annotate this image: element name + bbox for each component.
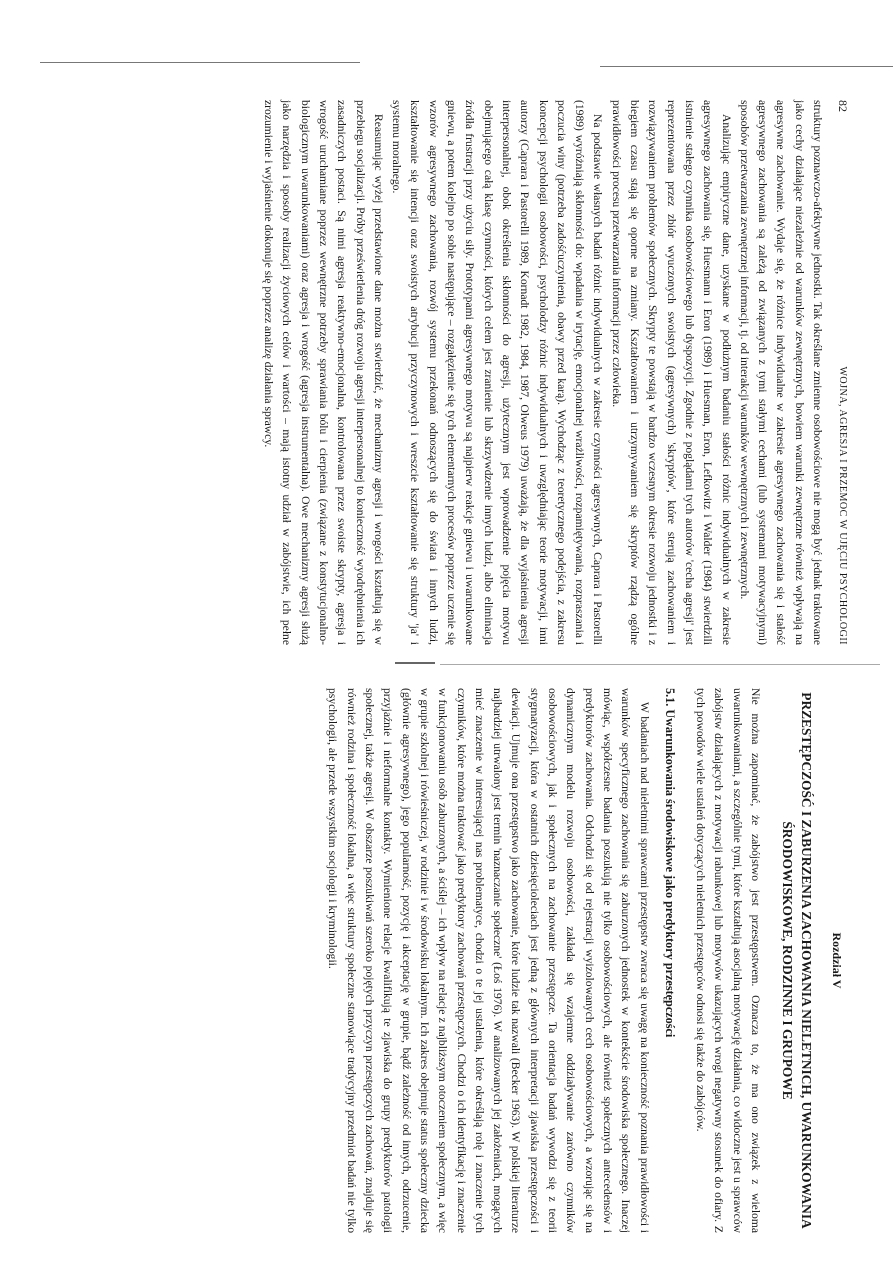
chapter-title: PRZESTĘPCZOŚĆ I ZABURZENIA ZACHOWANIA NIELETNICH, UWARUNKOWANIA ŚRODOWISKOWE, RODZINNE I GRUPOWE [780, 692, 814, 1229]
paragraph: W badaniach nad nieletnimi sprawcami przestępstw zwraca się uwagę na konieczność poznania prawidłowości i warunków specyficznego zachowania się zaburzonych jednostek w kontekście środowiska społecznego. Inaczej mówiąc, współczesne badania poszukują nie tylko osobowościowych, ale również społecznych antecedensów i predyktorów zachowania. Odchodzi się od rejestracji wyizolowanych cech osobowościowych, a wzorując się na dynamicznym modelu rozwoju osobowości, zakłada się wzajemne oddziaływanie zarówno czynników osobowościowych, jak i społecznych na zachowanie przestępcze. Ta orientacja badań wywodzi się z teorii stygmatyzacji, która w ostatnich dziesięcioleciach jest jedną z głównych interpretacji zjawiska przestępczości i dewiacji. Ujmuje ona przestępstwo jako zachowanie, które ludzie tak nazwali (Becker 1963). W polskiej literaturze najbardziej utrwalony jest termin 'naznaczanie społeczne' (Łoś 1976). W analizowanych jej założeniach, mogących mieć znaczenie w interesującej nas problematyce, chodzi o te jej ustalenia, które określają rolę i znaczenie tych czynników, które można traktować jako predyktory zachowań przestępczych. Chodzi o ich identyfikację i znaczenie w funkcjonowaniu osób zaburzonych, a ściślej – ich wpływ na relacje z najbliższym otoczeniem społecznym, a więc w grupie szkolnej i rówieśniczej, w rodzinie i w środowisku lokalnym. Ich zakres obejmuje status społeczny dziecka (głównie agresywnego), jego popularność, pozycję i akceptację w grupie, bądź zależność od innych, odrzucenie, przyjaźnie i nieformalne kontakty. Wymienione relacje kwalifikują te zjawiska do grupy predyktorów patologii społecznej, także agresji. W obszarze poszukiwań szeroko pojętych przyczyn przestępczych zachowań, znajduje się również rodzina i społeczność lokalna, a więc struktury społeczne stanowiące tradycyjny przedmiot badań nie tylko psychologii, ale przede wszystkim socjologii i kryminologii. [326, 688, 651, 1233]
left-page [57, 100, 852, 645]
binding-mark [395, 662, 435, 664]
section-title: 5.1. Uwarunkowania środowiskowe jako predyktory przestępczości [662, 688, 677, 1038]
left-page-header [826, 100, 852, 645]
intro-paragraph: Nie można zapominać, że zabójstwo jest przestępstwem. Oznacza to, że ma ono związek z wieloma uwarunkowaniami, a szczególnie tymi, które kształtują asocjalną motywację działania, co widoczne jest u sprawców zabójstw działających z motywacji rabunkowej lub motywów ukazujących wrogi negatywny stosunek do ofiary. Z tych powodów wiele ustaleń dotyczących nieletnich przestępców odnosi się także do zabójców. [694, 688, 762, 1233]
scan-edge-top-left [40, 62, 360, 63]
chapter-label: Rozdział V [830, 932, 844, 989]
paragraph: Analizując empiryczne dane, uzyskane w podłużnym badaniu stałości różnic indywidualnych w zakresie agresywnego zachowania się, Huesmann i Eron (1989) i Huesman, Eron, Lefkowitz i Walder (1984) stwierdzili istnienie stałego czynnika osobowościowego lub dyspozycji. Zgodnie z poglądami tych autorów 'cecha agresji' jest reprezentowana przez zbiór wyuczonych swoistych (agresywnych) 'skryptów', które sterują zachowaniem i rozwiązywaniem problemów społecznych. Skrypty te powstają w bardzo wczesnym okresie rozwoju jednostki i z biegiem czasu stają się oporne na zmiany. Kształtowaniem i utrzymywaniem się skryptów rządzą ogólne prawidłowości procesu przetwarzania informacji przez człowieka. [609, 100, 733, 645]
right-page [62, 688, 852, 1233]
running-head: WOJNA, AGRESJA I PRZEMOC W UJĘCIU PSYCHOLOGII [837, 366, 848, 645]
right-page-body [323, 688, 764, 1233]
left-page-body [259, 100, 826, 645]
paragraph: struktury poznawczo-afektywne jednostki. Tak określane zmienne osobowościowe nie mogą być jednak traktowane jako cechy działające niezależnie od warunków zewnętrznych, bowiem warunki zewnętrzne również wpływają na agresywne zachowanie. Wydaje się, że różnice indywidualne w zakresie agresywnego zachowania się i stałość agresywnego zachowania są zależą od związanych z tymi stałymi cechami (lub systemami motywacyjnymi) sposobów przetwarzania zewnętrznej informacji, tj. od interakcji warunków wewnętrznych i zewnętrznych. [737, 100, 824, 645]
scan-edge-top-right [600, 66, 893, 67]
paragraph: Reasumując wyżej przedstawione dane można stwierdzić, że mechanizmy agresji i wrogości kształtują się w przebiegu socjalizacji. Próby prześwietlenia dróg rozwoju agresji interpersonalnej to konieczność wyodrębnienia ich zasadniczych postaci. Są nimi agresja reaktywno-emocjonalna, kontrolowana przez swoiste skrypty, agresja i wrogość uruchamiane poprzez wewnętrzne potrzeby sprawiania bólu i cierpienia (związane z konstytucjonalno-biologicznym uwarunkowaniami) oraz agresja i wrogość (agresja instrumentalna). Owe mechanizmy agresji służą jako narzędzia i sposoby realizacji życiowych celów i wartości – mają istotny udział w zabójstwie, ich pełne zrozumienie i wyjaśnienie dokonuje się poprzez analizę działania sprawcy. [262, 100, 385, 645]
page-number: 82 [836, 100, 850, 112]
page-divider [440, 664, 880, 665]
paragraph: Na podstawie własnych badań różnic indywidualnych w zakresie czynności agresywnych, Caprara i Pastorelli (1989) wyróżniają skłonności do: wpadania w irytację, emocjonalnej wrażliwości, rozpamiętywania, rozpraszania i poczucia winy (potrzeba zadośćuczynienia, obawy przed karą). Wychodząc z teoretycznego podejścia, z zakresu koncepcji psychologii osobowości, psycholodzy różnic indywidualnych i uwzględniając teorie motywacji, inni autorzy (Caprara i Pastorelli 1989, Kornadt 1982, 1984, 1987, Olweus 1979) uważają, że dla wyjaśnienia agresji interpersonalnej, obok określenia skłonności do agresji, użytecznym jest wprowadzenie pojęcia motywu obejmującego całą klasę czynności, których celem jest zranienie lub skrzywdzenie innych ludzi, albo eliminacja źródła frustracji przy użyciu siły. Prototypami agresywnego motywu są najpierw reakcje gniewu i uwarunkowane gniewu, a potem kolejno po sobie następujące – rozgałęzienie się tych elementarnych procesów poprzez uczenie się wzorów agresywnego zachowania, rozwój systemu przekonań odnoszących się do świata i innych ludzi, kształtowanie się intencji oraz swoistych atrybucji przyczynowych i wreszcie kształtowanie się struktury 'ja' i systemu moralnego. [390, 100, 605, 645]
